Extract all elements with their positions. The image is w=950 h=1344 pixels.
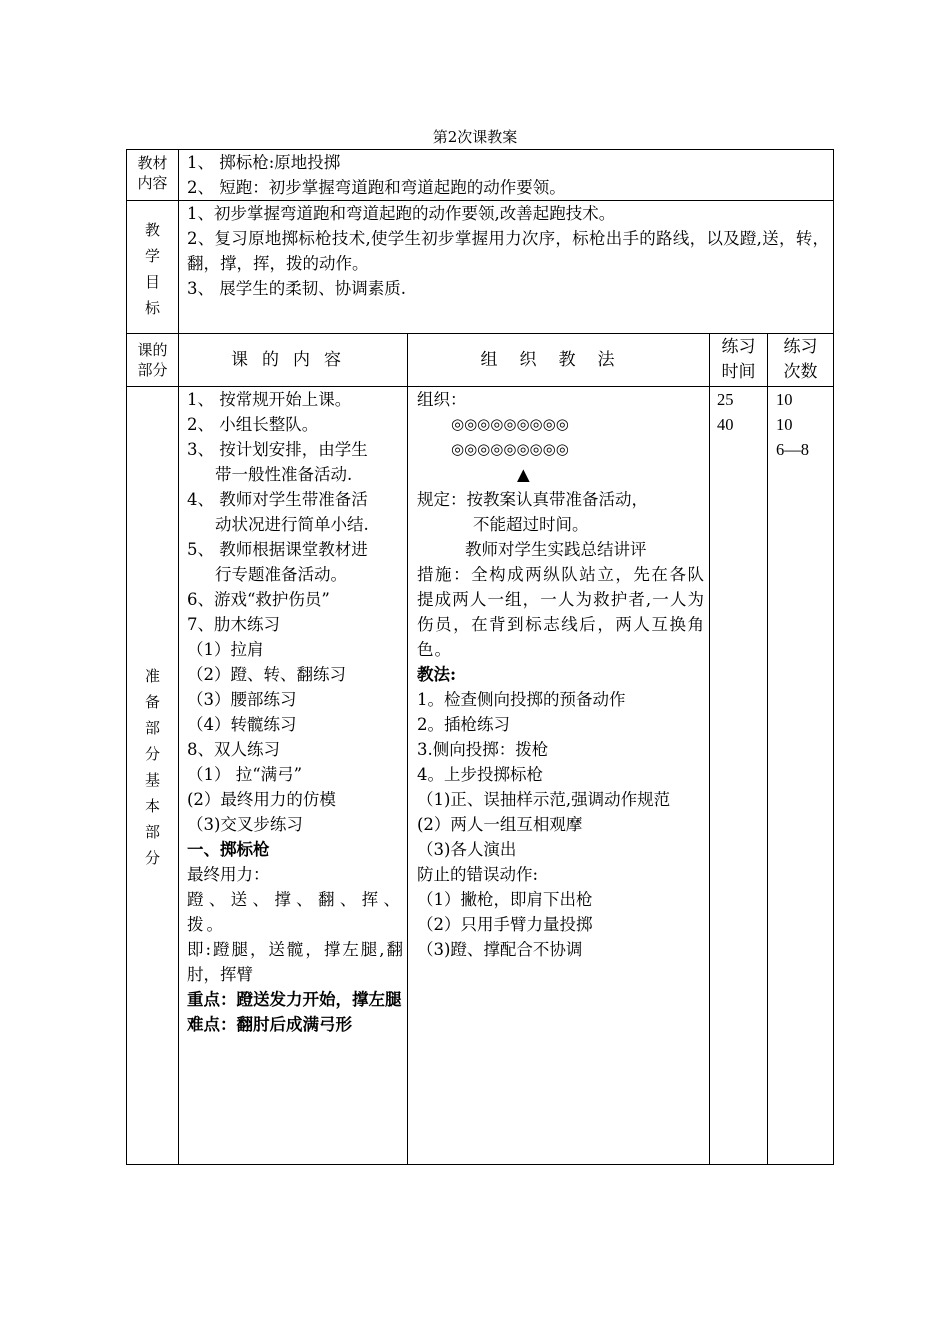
row-main	[127, 387, 834, 1165]
row-objectives	[127, 201, 834, 334]
main-content: 1、 按常规开始上课。 2、 小组长整队。 3、 按计划安排，由学生 带一般性准备活动. 4、 教师对学生带准备活 动状况进行简单小结. 5、 教师根据课堂教材进 行专题准备活动。 6、游戏“救护伤员” 7、肋木练习 （1）拉肩 （2）蹬、转、翻练习 （3）腰部练习 （4）转髋练习 8、双人练习 （1） 拉“满弓” (2）最终用力的仿模 （3)交叉步练习 一、掷标枪 最终用力： 蹬、送、撑、翻、挥、拨。 即:蹬腿，送髋，撑左腿,翻肘，挥臂 重点：蹬送发力开始，撑左腿 难点：翻肘后成满弓形	[179, 387, 408, 1165]
objectives-content: 1、初步掌握弯道跑和弯道起跑的动作要领,改善起跑技术。 2、复习原地掷标枪技术,使学生初步掌握用力次序，标枪出手的路线，以及蹬,送，转，翻，撑，挥，拨的动作。 3、 展学生的柔韧、协调素质.	[179, 201, 834, 334]
header-part: 课的 部分	[127, 334, 179, 387]
main-time: 25 40	[710, 387, 768, 1165]
header-time: 练习 时间	[710, 334, 768, 387]
teacher-triangle-icon: ▲	[517, 465, 530, 484]
material-content: 1、 掷标枪:原地投掷 2、 短跑：初步掌握弯道跑和弯道起跑的动作要领。	[179, 150, 834, 201]
main-part-label: 准 备 部 分 基 本 部 分	[127, 387, 179, 1165]
formation-row-1: ◎◎◎◎◎◎◎◎◎	[451, 415, 569, 433]
header-content: 课的内容	[179, 334, 408, 387]
row-material	[127, 150, 834, 201]
row-header	[127, 334, 834, 387]
main-count: 10 10 6—8	[768, 387, 834, 1165]
header-count: 练习 次数	[768, 334, 834, 387]
key-point: 重点：蹬送发力开始，撑左腿	[187, 990, 402, 1009]
main-method: 组织： ◎◎◎◎◎◎◎◎◎ ◎◎◎◎◎◎◎◎◎ ▲ 规定：按教案认真带准备活动， 不能超过时间。 教师对学生实践总结讲评 措施：全构成两纵队站立，先在各队提成两人一组，一人为救护者,一人为伤员，在背到标志线后，两人互换角色。 教法: 1。检查侧向投掷的预备动作 2。插枪练习 3.侧向投掷：拨枪 4。上步投掷标枪 （1)正、误抽样示范,强调动作规范 (2）两人一组互相观摩 （3)各人演出 防止的错误动作: （1）撇枪，即肩下出枪 （2）只用手臂力量投掷 （3)蹬、撑配合不协调	[408, 387, 710, 1165]
difficult-point: 难点：翻肘后成满弓形	[187, 1015, 352, 1034]
objectives-label: 教 学 目 标	[127, 201, 179, 334]
material-label: 教材 内容	[127, 150, 179, 201]
formation-row-2: ◎◎◎◎◎◎◎◎◎	[451, 440, 569, 458]
page-title: 第2次课教案	[432, 128, 518, 146]
lesson-plan-table	[126, 149, 834, 1165]
header-method: 组织教法	[408, 334, 710, 387]
section-javelin: 一、掷标枪	[187, 840, 270, 859]
